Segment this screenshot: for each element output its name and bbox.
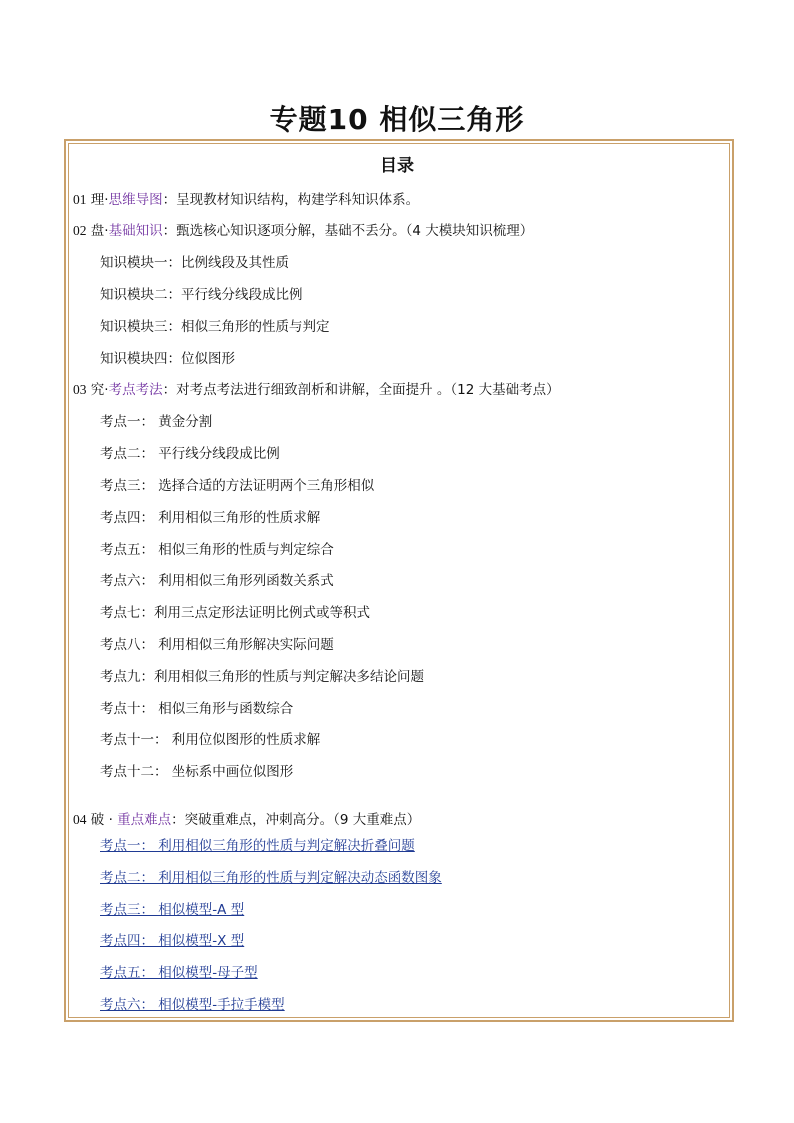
exam-point-item: 考点三： 选择合适的方法证明两个三角形相似 [100,478,375,494]
section-description: ：甄选核心知识逐项分解，基础不丢分。（4 大模块知识梳理） [162,223,534,239]
knowledge-module-item: 知识模块三：相似三角形的性质与判定 [100,319,330,335]
section-02-heading [73,222,533,240]
exam-point-item: 考点七：利用三点定形法证明比例式或等积式 [100,605,370,621]
exam-point-item: 考点五： 相似三角形的性质与判定综合 [100,542,334,558]
key-difficulty-link[interactable]: 考点三： 相似模型-A 型 [100,902,245,918]
key-difficulty-link[interactable]: 考点四： 相似模型-X 型 [100,933,245,949]
toc-title: 目录 [380,156,414,176]
key-difficulty-link[interactable]: 考点六： 相似模型-手拉手模型 [100,997,285,1013]
knowledge-module-item: 知识模块四：位似图形 [100,351,235,367]
section-prefix: 盘· [90,223,109,239]
exam-point-item: 考点二： 平行线分线段成比例 [100,446,280,462]
section-number: 04 [73,812,87,827]
section-number: 02 [73,223,87,238]
exam-point-item: 考点九：利用相似三角形的性质与判定解决多结论问题 [100,669,424,685]
page-title: 专题10 相似三角形 [269,103,525,136]
section-03-heading [73,381,560,399]
section-prefix: 破 · [90,812,118,828]
exam-point-item: 考点十： 相似三角形与函数综合 [100,701,294,717]
knowledge-module-item: 知识模块一：比例线段及其性质 [100,255,289,271]
section-number: 01 [73,192,87,207]
section-description: ：呈现教材知识结构，构建学科知识体系。 [162,192,420,208]
exam-point-item: 考点一： 黄金分割 [100,414,213,430]
section-keyword: 考点考法 [108,382,163,398]
section-keyword: 思维导图 [108,192,163,208]
section-keyword: 重点难点 [117,812,172,828]
exam-point-item: 考点十一： 利用位似图形的性质求解 [100,732,321,748]
exam-point-item: 考点六： 利用相似三角形列函数关系式 [100,573,334,589]
section-keyword: 基础知识 [108,223,163,239]
section-description: ：对考点考法进行细致剖析和讲解，全面提升 。（12 大基础考点） [162,382,560,398]
key-difficulty-link[interactable]: 考点五： 相似模型-母子型 [100,965,258,981]
section-description: ：突破重难点，冲刺高分。（9 大重难点） [171,812,421,828]
section-number: 03 [73,382,87,397]
section-01-heading [73,191,419,209]
section-prefix: 理· [90,192,109,208]
key-difficulty-link[interactable]: 考点二： 利用相似三角形的性质与判定解决动态函数图象 [100,870,442,886]
knowledge-module-item: 知识模块二：平行线分线段成比例 [100,287,303,303]
section-prefix: 究· [90,382,109,398]
section-04-heading [73,811,420,829]
exam-point-item: 考点十二： 坐标系中画位似图形 [100,764,294,780]
key-difficulty-link[interactable]: 考点一： 利用相似三角形的性质与判定解决折叠问题 [100,838,415,854]
exam-point-item: 考点八： 利用相似三角形解决实际问题 [100,637,334,653]
exam-point-item: 考点四： 利用相似三角形的性质求解 [100,510,321,526]
